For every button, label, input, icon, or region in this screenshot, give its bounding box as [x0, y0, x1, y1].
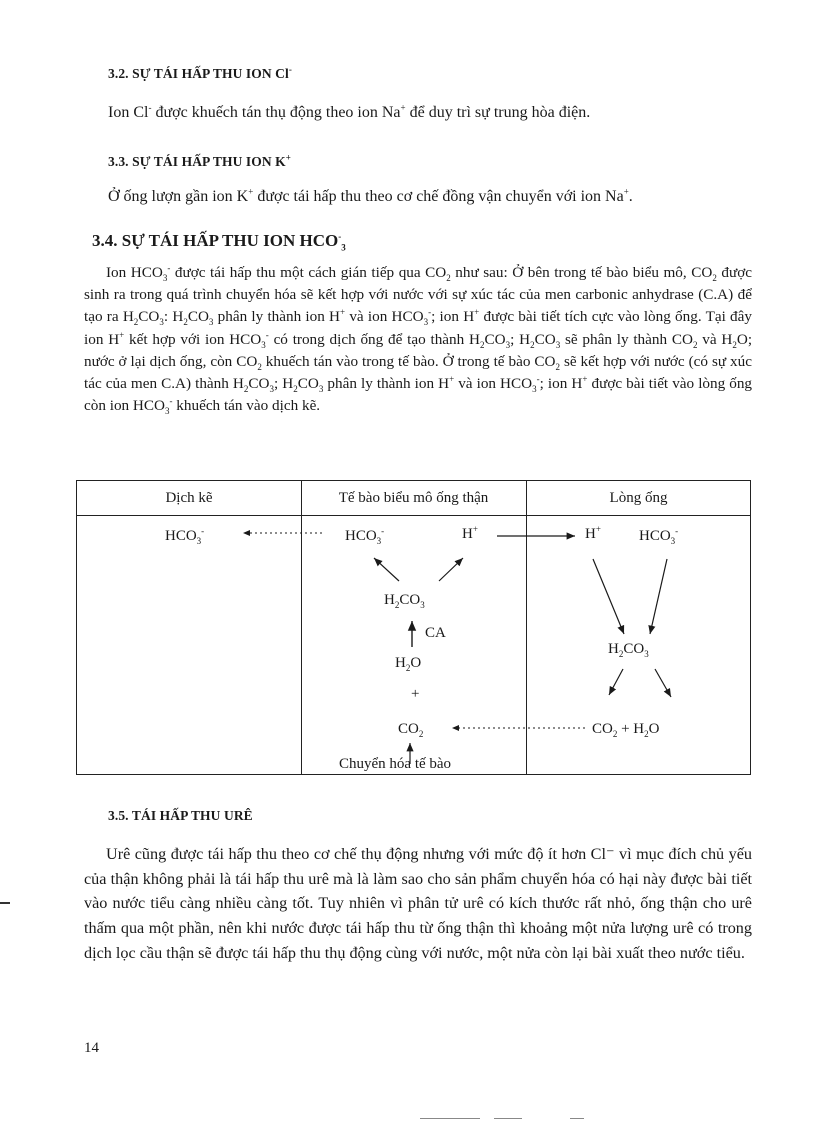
split-arrow-co2 — [609, 669, 623, 695]
header-tubular-epithelial-cell: Tế bào biểu mô ống thận — [338, 490, 489, 506]
bicarbonate-diagram-table — [76, 480, 751, 775]
hco3-interstitial: $HCO_3^-$ — [165, 526, 205, 546]
split-arrow-h2o — [655, 669, 671, 697]
carbonic-anhydrase-label: CA — [425, 625, 446, 641]
h2co3-lumen: $H_2CO_3$ — [608, 641, 649, 659]
plus-sign: + — [411, 686, 420, 702]
heading-3-4: 3.4. SỰ TÁI HẤP THU ION $HCO^-_3$ — [92, 231, 346, 253]
hco3-lumen: $HCO_3^-$ — [639, 526, 679, 546]
scan-artifact-line — [494, 1118, 522, 1119]
reaction-arrows — [77, 481, 752, 776]
heading-3-3: 3.3. SỰ TÁI HẤP THU ION K+ — [108, 152, 292, 169]
paragraph-3-5: Urê cũng được tái hấp thu theo cơ chế thụ động nhưng với mức độ ít hơn Cl⁻ vì mục đích chủ yếu của thận không phải là tái hấp thu urê mà là làm sao cho sản phẩm chuyển hóa có hại này được bài tiết vào nước tiểu càng nhiều càng tốt. Tuy nhiên vì phân tử urê có kích thước rất nhỏ, ống thận cho urê thấm qua một phần, nên khi nước được tái hấp thu từ ống thận thì khoảng một nửa lượng urê có trong dịch lọc cầu thận sẽ được tái hấp thu thụ động cùng với nước, một nửa còn lại bài xuất theo nước tiểu. — [84, 845, 752, 962]
hco3-cell: $HCO_3^-$ — [345, 526, 385, 546]
dissociation-arrow-h — [439, 558, 463, 581]
page-number: 14 — [84, 1040, 99, 1056]
co2-h2o-lumen: $CO_2 + H_2O$ — [592, 721, 660, 739]
h2o-cell: $H_2O$ — [395, 655, 422, 673]
sentence-3-3: Ở ống lượn gần ion K+ được tái hấp thu theo cơ chế đồng vận chuyển với ion Na+. — [108, 186, 633, 205]
combine-arrow-hco3 — [650, 559, 667, 634]
header-tubular-lumen: Lòng ống — [609, 490, 668, 506]
scan-edge-mark — [0, 902, 10, 904]
heading-3-5: 3.5. TÁI HẤP THU URÊ — [108, 808, 253, 823]
dissociation-arrow-hco3 — [374, 558, 399, 581]
scan-artifact-line — [420, 1118, 480, 1119]
header-interstitial-fluid: Dịch kẽ — [165, 490, 213, 506]
h2co3-cell: $H_2CO_3$ — [384, 592, 425, 610]
scan-artifact-line — [570, 1118, 584, 1119]
cell-metabolism-label: Chuyển hóa tế bào — [339, 756, 452, 772]
paragraph-3-4: Ion $HCO_3^-$ được tái hấp thu một cách gián tiếp qua $CO_2$ như sau: Ở bên trong tế bào biểu mô, $CO_2$ được sinh ra trong quá trình chuyển hóa sẽ kết hợp với nước với sự xúc tác của men carbonic anhydrase (C.A) để tạo ra $H_2CO_3$: $H_2CO_3$ phân ly thành ion H+ và ion $HCO_3^-$; ion H+ được bài tiết tích cực vào lòng ống. Tại đây ion H+ kết hợp với ion $HCO_3^-$ có trong dịch ống để tạo thành $H_2CO_3$; $H_2CO_3$ sẽ phân ly thành $CO_2$ và $H_2O$; nước ở lại dịch ống, còn $CO_2$ khuếch tán vào trong tế bào. Ở trong tế bào $CO_2$ sẽ kết hợp với nước (có sự xúc tác của men C.A) thành $H_2CO_3$; $H_2CO_3$ phân ly thành ion H+ và ion $HCO_3^-$; ion H+ được bài tiết vào lòng ống còn ion $HCO_3^-$ khuếch tán vào dịch kẽ. — [84, 262, 753, 417]
sentence-3-2: Ion Cl- được khuếch tán thụ động theo ion Na+ để duy trì sự trung hòa điện. — [108, 102, 591, 121]
h-ion-lumen: H+ — [585, 524, 601, 542]
h-ion-cell: H+ — [462, 524, 478, 542]
heading-3-2: 3.2. SỰ TÁI HẤP THU ION Cl- — [108, 64, 292, 81]
co2-cell: $CO_2$ — [398, 721, 424, 739]
combine-arrow-h — [593, 559, 624, 634]
